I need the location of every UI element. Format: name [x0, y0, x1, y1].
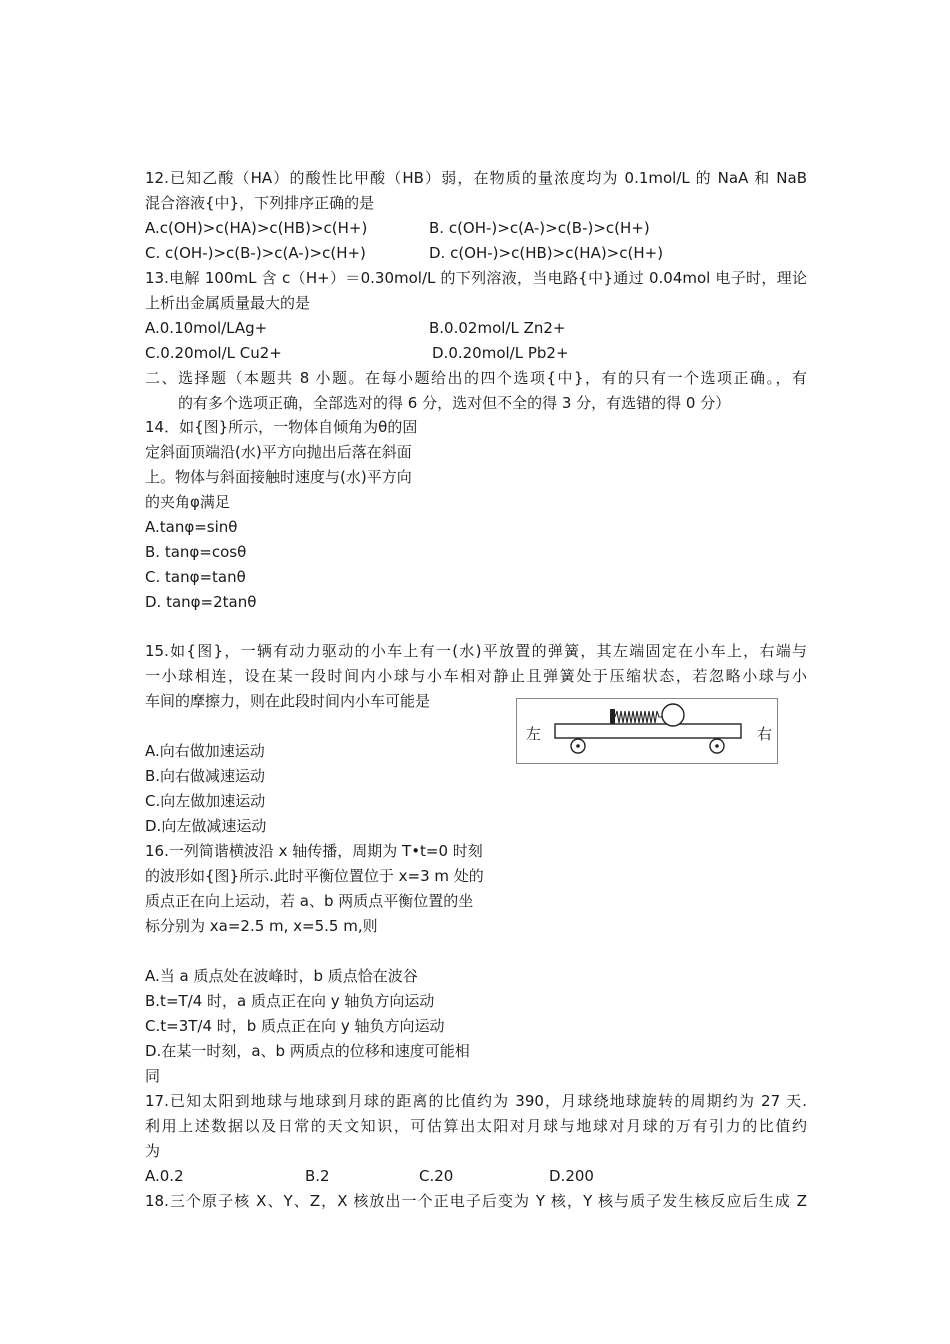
q14-option-a: A.tanφ=sinθ: [145, 518, 238, 536]
q13-stem-line1: 13.电解 100mL 含 c（H+）＝0.30mol/L 的下列溶液，当电路{中}通过 0.04mol 电子时，理论: [145, 269, 807, 287]
q15-option-c: C.向左做加速运动: [145, 792, 266, 810]
q16-option-a: A.当 a 质点处在波峰时，b 质点恰在波谷: [145, 967, 418, 985]
q13-option-b: B.0.02mol/L Zn2+: [429, 319, 566, 337]
q14-stem-line3: 上。物体与斜面接触时速度与(水)平方向: [145, 468, 412, 486]
q16-stem-line2: 的波形如{图}所示.此时平衡位置位于 x=3 m 处的: [145, 867, 484, 885]
q17-option-a: A.0.2: [145, 1167, 184, 1185]
q16-option-c: C.t=3T/4 时，b 质点正在向 y 轴负方向运动: [145, 1017, 445, 1035]
q18-stem-line1: 18.三个原子核 X、Y、Z，X 核放出一个正电子后变为 Y 核，Y 核与质子发生核反应后生成 Z: [145, 1192, 807, 1210]
section2-heading-line1: 二、选择题（本题共 8 小题。在每小题给出的四个选项{中}，有的只有一个选项正确。，有: [145, 369, 807, 387]
q13-stem-line2: 上析出金属质量最大的是: [145, 294, 311, 312]
q16-stem-line1: 16.一列简谐横波沿 x 轴传播，周期为 T•t=0 时刻: [145, 842, 483, 860]
q16-stem-line3: 质点正在向上运动，若 a、b 两质点平衡位置的坐: [145, 892, 474, 910]
q17-option-b: B.2: [305, 1167, 330, 1185]
q17-option-d: D.200: [549, 1167, 594, 1185]
q16-option-b: B.t=T/4 时，a 质点正在向 y 轴负方向运动: [145, 992, 435, 1010]
spring-wall: [610, 709, 615, 724]
section2-heading-line2: 的有多个选项正确，全部选对的得 6 分，选对但不全的得 3 分，有选错的得 0 分）: [178, 394, 731, 412]
q12-option-d: D. c(OH-)>c(HB)>c(HA)>c(H+): [429, 244, 664, 262]
q17-option-c: C.20: [419, 1167, 454, 1185]
q13-option-c: C.0.20mol/L Cu2+: [145, 344, 282, 362]
q17-stem-line2: 利用上述数据以及日常的天文知识，可估算出太阳对月球与地球对月球的万有引力的比值约: [145, 1117, 807, 1135]
q12-option-a: A.c(OH)>c(HA)>c(HB)>c(H+): [145, 219, 368, 237]
q12-option-b: B. c(OH-)>c(A-)>c(B-)>c(H+): [429, 219, 650, 237]
q15-option-d: D.向左做减速运动: [145, 817, 267, 835]
q12-stem-line2: 混合溶液{中}，下列排序正确的是: [145, 194, 375, 212]
q16-option-d-line2: 同: [145, 1067, 161, 1085]
q14-option-d: D. tanφ=2tanθ: [145, 593, 257, 611]
q17-stem-line3: 为: [145, 1142, 161, 1160]
q15-stem-line3: 车间的摩擦力，则在此段时间内小车可能是: [145, 692, 431, 710]
q14-stem-line4: 的夹角φ满足: [145, 493, 230, 511]
q15-stem-line1: 15.如{图}，一辆有动力驱动的小车上有一(水)平放置的弹簧，其左端固定在小车上，右端与: [145, 642, 807, 660]
q15-option-b: B.向右做减速运动: [145, 767, 266, 785]
q14-option-c: C. tanφ=tanθ: [145, 568, 246, 586]
q15-option-a: A.向右做加速运动: [145, 742, 265, 760]
q12-option-c: C. c(OH-)>c(B-)>c(A-)>c(H+): [145, 244, 366, 262]
q14-option-b: B. tanφ=cosθ: [145, 543, 247, 561]
q15-stem-line2: 一小球相连，设在某一段时间内小球与小车相对静止且弹簧处于压缩状态，若忽略小球与小: [145, 667, 807, 685]
q16-stem-line4: 标分别为 xa=2.5 m, x=5.5 m,则: [145, 917, 378, 935]
q12-stem-line1: 12.已知乙酸（HA）的酸性比甲酸（HB）弱，在物质的量浓度均为 0.1mol/L 的 NaA 和 NaB: [145, 169, 807, 187]
q14-stem-line1: 14．如{图}所示，一物体自倾角为θ的固: [145, 418, 418, 436]
cart-spring-figure: [516, 698, 778, 764]
q16-option-d-line1: D.在某一时刻，a、b 两质点的位移和速度可能相: [145, 1042, 470, 1060]
q17-stem-line1: 17.已知太阳到地球与地球到月球的距离的比值约为 390，月球绕地球旋转的周期约为 27 天.: [145, 1092, 807, 1110]
q13-option-d: D.0.20mol/L Pb2+: [432, 344, 569, 362]
fig-left-label: 左: [526, 727, 542, 743]
ball-icon: [662, 704, 684, 726]
fig-right-label: 右: [757, 727, 773, 743]
q13-option-a: A.0.10mol/LAg+: [145, 319, 268, 337]
q14-stem-line2: 定斜面顶端沿(水)平方向抛出后落在斜面: [145, 443, 412, 461]
